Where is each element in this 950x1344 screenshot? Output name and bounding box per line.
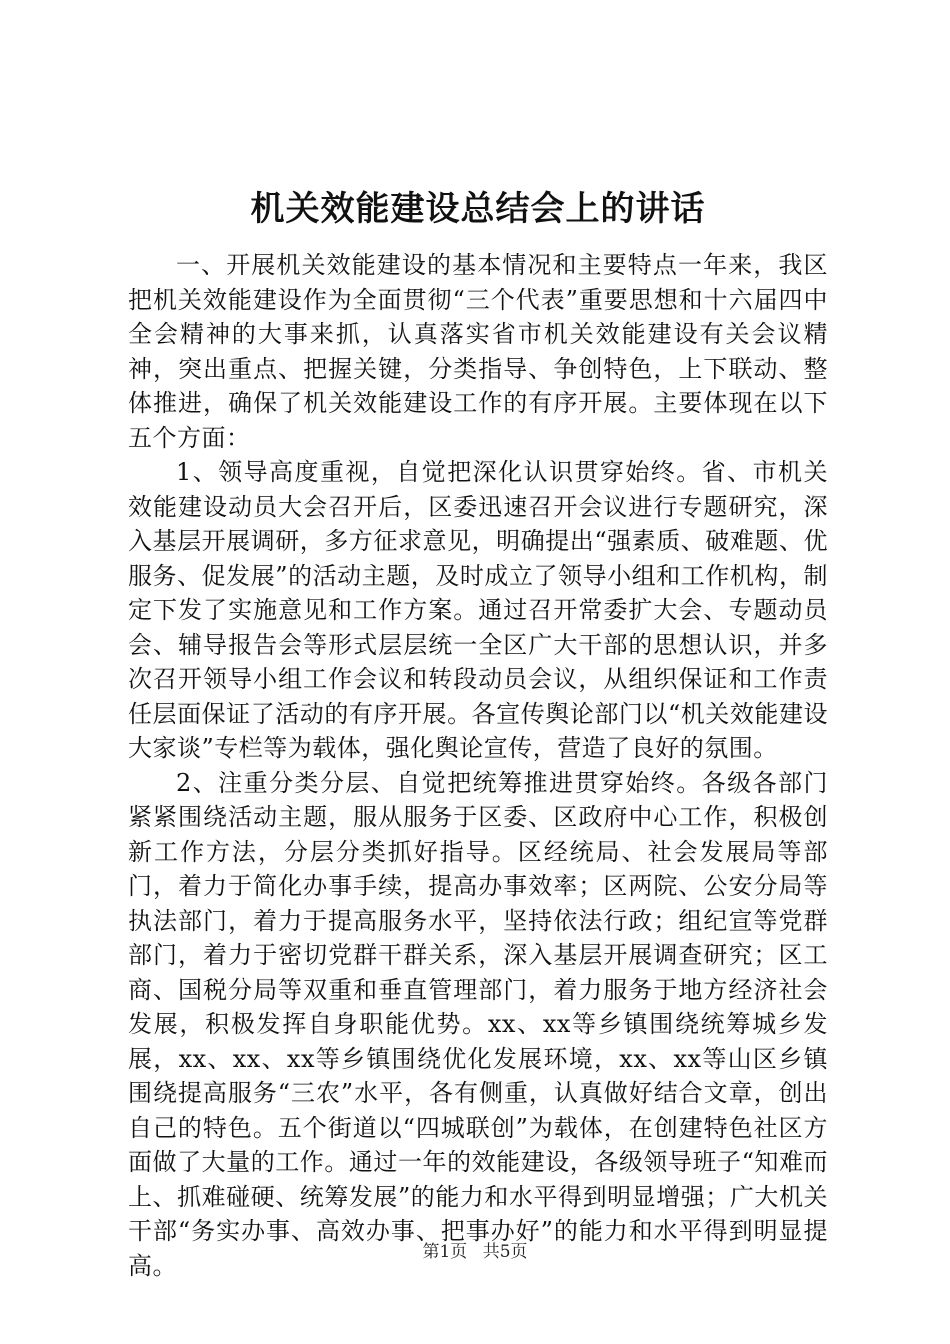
paragraph-intro: 一、开展机关效能建设的基本情况和主要特点一年来，我区把机关效能建设作为全面贯彻“三个代表”重要思想和十六届四中全会精神的大事来抓，认真落实省市机关效能建设有关会议精神，突出重点、把握关键，分类指导、争创特色，上下联动、整体推进，确保了机关效能建设工作的有序开展。主要体现在以下五个方面：	[128, 251, 828, 452]
document-page	[128, 180, 828, 1283]
page-footer	[0, 1240, 950, 1264]
paragraph-point-1: 1、领导高度重视，自觉把深化认识贯穿始终。省、市机关效能建设动员大会召开后，区委迅速召开会议进行专题研究，深入基层开展调研，多方征求意见，明确提出“强素质、破难题、优服务、促发展”的活动主题，及时成立了领导小组和工作机构，制定下发了实施意见和工作方案。通过召开常委扩大会、专题动员会、辅导报告会等形式层层统一全区广大干部的思想认识，并多次召开领导小组工作会议和转段动员会议，从组织保证和工作责任层面保证了活动的有序开展。各宣传舆论部门以“机关效能建设大家谈”专栏等为载体，强化舆论宣传，营造了良好的氛围。	[128, 458, 828, 762]
document-title: 机关效能建设总结会上的讲话	[250, 189, 706, 229]
paragraph-point-2: 2、注重分类分层、自觉把统筹推进贯穿始终。各级各部门紧紧围绕活动主题，服从服务于区委、区政府中心工作，积极创新工作方法，分层分类抓好指导。区经统局、社会发展局等部门，着力于简化办事手续，提高办事效率；区两院、公安分局等执法部门，着力于提高服务水平，坚持依法行政；组纪宣等党群部门，着力于密切党群干群关系，深入基层开展调查研究；区工商、国税分局等双重和垂直管理部门，着力服务于地方经济社会发展，积极发挥自身职能优势。xx、xx等乡镇围绕统筹城乡发展，xx、xx、xx等乡镇围绕优化发展环境，xx、xx等山区乡镇围绕提高服务“三农”水平，各有侧重，认真做好结合文章，创出自己的特色。五个街道以“四城联创”为载体，在创建特色社区方面做了大量的工作。通过一年的效能建设，各级领导班子“知难而上、抓难碰硬、统筹发展”的能力和水平得到明显增强；广大机关干部“务实办事、高效办事、把事办好”的能力和水平得到明显提高。	[128, 768, 828, 1280]
page-number-current: 第1页	[422, 1242, 468, 1262]
page-number-total: 共5页	[482, 1242, 528, 1262]
